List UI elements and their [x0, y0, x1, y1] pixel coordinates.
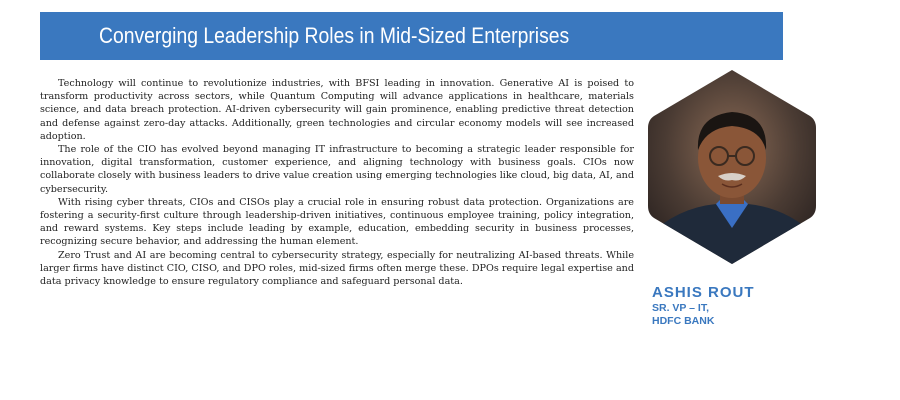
author-photo — [646, 68, 818, 266]
page-title: Converging Leadership Roles in Mid-Sized Enterprises — [98, 23, 570, 48]
article-paragraph: Zero Trust and AI are becoming central to cybersecurity strategy, especially for neutralizing AI-based threats. While larger firms have distinct CIO, CISO, and DPO roles, mid-sized firms often merge these. DPOs require legal expertise and data privacy knowledge to ensure regulatory compliance and safeguard personal data. — [40, 249, 634, 288]
title-banner — [40, 12, 783, 60]
author-name: ASHIS ROUT — [652, 284, 755, 301]
author-company: HDFC BANK — [652, 315, 715, 327]
author-portrait-icon — [646, 68, 818, 266]
author-byline — [652, 284, 755, 328]
article-body — [40, 77, 634, 288]
author-title: SR. VP – IT, — [652, 302, 709, 314]
article-paragraph: Technology will continue to revolutionize industries, with BFSI leading in innovation. Generative AI is poised to transform productivity across sectors, while Quantum Computing will advance applications in healthcare, materials science, and data breach protection. AI-driven cybersecurity will gain prominence, enabling predictive threat detection and defense against zero-day attacks. Additionally, green technologies and circular economy models will see increased adoption. — [40, 78, 634, 142]
article-paragraph: The role of the CIO has evolved beyond managing IT infrastructure to becoming a strategic leader responsible for innovation, digital transformation, customer experience, and aligning technology with business goals. CIOs now collaborate closely with business leaders to drive value creation using emerging technologies like cloud, big data, AI, and cybersecurity. — [40, 144, 634, 195]
article-paragraph: With rising cyber threats, CIOs and CISOs play a crucial role in ensuring robust data protection. Organizations are fostering a security-first culture through leadership-driven initiatives, continuous employee training, policy integration, and reward systems. Key steps include leading by example, education, embedding security in business processes, recognizing secure behavior, and addressing the human element. — [40, 196, 634, 248]
